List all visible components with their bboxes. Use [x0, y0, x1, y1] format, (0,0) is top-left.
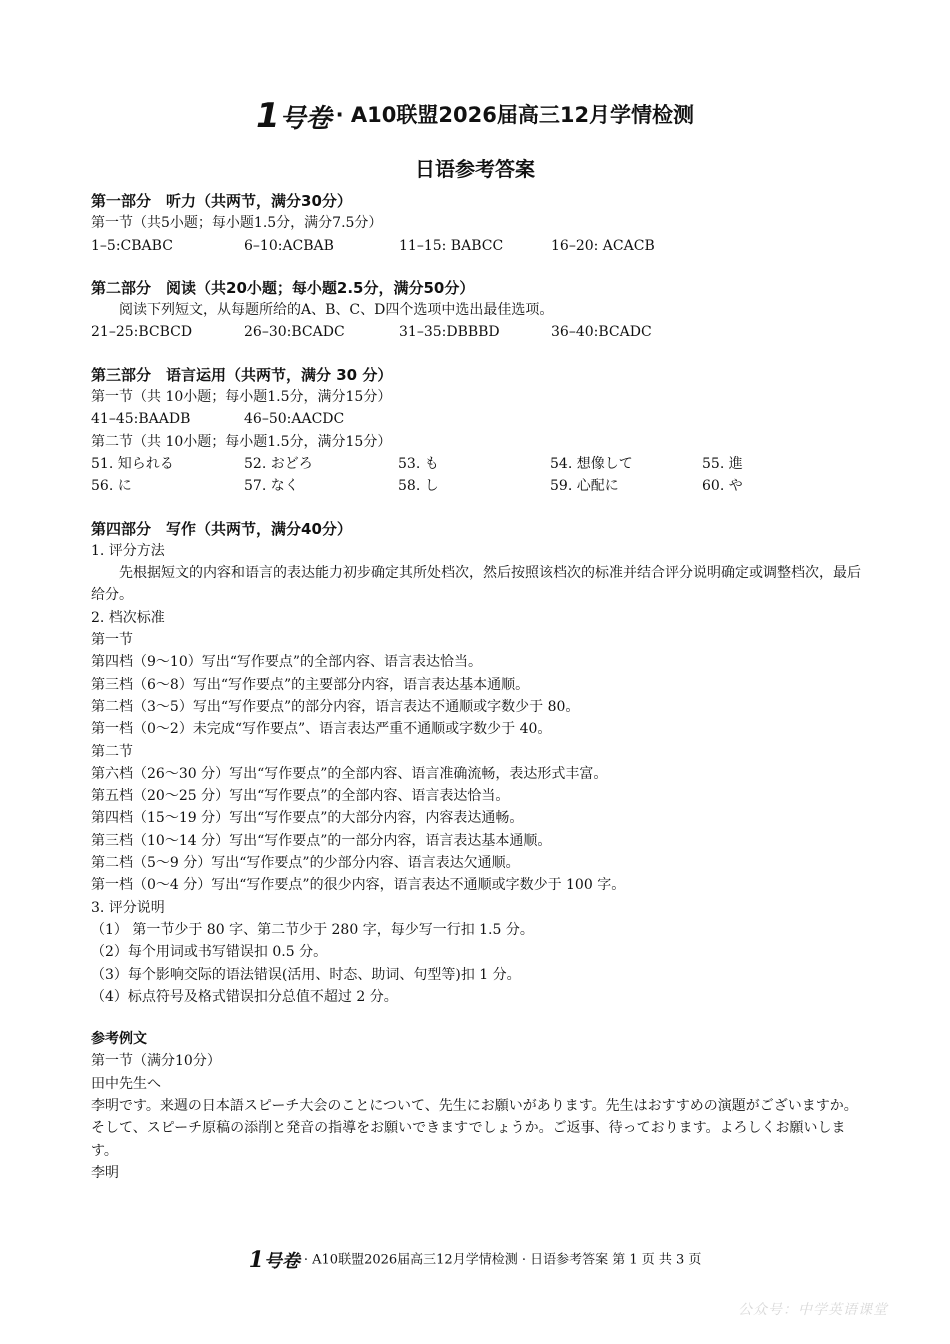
level-item: 第四档（15～19 分）写出“写作要点”的大部分内容，内容表达通畅。	[91, 810, 524, 827]
part3-section1: 第一节（共 10小题；每小题1.5分，满分15分）	[91, 389, 392, 406]
part3-row1	[91, 453, 866, 475]
sample-section: 第一节（满分10分）	[91, 1053, 221, 1070]
answer-content	[91, 190, 866, 1184]
note-item: （3）每个影响交际的语法错误(活用、时态、助词、句型等)扣 1 分。	[91, 966, 521, 983]
brand-logo: 1号卷	[255, 96, 332, 136]
sec2-label: 第二节	[91, 743, 133, 760]
sample-title: 参考例文	[91, 1031, 147, 1048]
part3-row2	[91, 475, 866, 497]
sample-body: 李明です。来週の日本語スピーチ大会のことについて、先生にお願いがあります。先生はおすすめの演題がございますか。そして、スピーチ原稿の添削と発音の指導をお願いできますでしょうか。ご返事、待っております。よろしくお願いします。	[91, 1097, 858, 1159]
page-header	[0, 96, 950, 136]
sample-signature: 李明	[91, 1164, 119, 1181]
note-item: （1） 第一节少于 80 字、第二节少于 280 字，每少写一行扣 1.5 分。	[91, 921, 534, 938]
level-item: 第四档（9～10）写出“写作要点”的全部内容、语言表达恰当。	[91, 654, 483, 671]
answer-group: 11–15: BABCC	[399, 237, 504, 254]
level-item: 第三档（10～14 分）写出“写作要点”的一部分内容，语言表达基本通顺。	[91, 832, 552, 849]
answer-group: 46–50:AACDC	[244, 411, 345, 428]
footer-logo: 1号卷	[248, 1247, 300, 1273]
answer-group: 21–25:BCBCD	[91, 324, 193, 341]
note-item: （4）标点符号及格式错误扣分总值不超过 2 分。	[91, 988, 398, 1005]
part2-heading: 第二部分 阅读（共20小题；每小题2.5分，满分50分）	[91, 278, 475, 297]
level-item: 第二档（5～9 分）写出“写作要点”的少部分内容、语言表达欠通顺。	[91, 855, 520, 872]
fill-answer: 51. 知られる	[91, 455, 174, 472]
part1-answers	[91, 235, 866, 257]
answer-group: 41–45:BAADB	[91, 411, 191, 428]
part3-heading: 第三部分 语言运用（共两节，满分 30 分）	[91, 365, 393, 384]
answer-group: 26–30:BCADC	[244, 324, 345, 341]
part1-heading: 第一部分 听力（共两节，满分30分）	[91, 192, 352, 210]
fill-answer: 52. おどろ	[244, 455, 313, 472]
page-footer	[0, 1247, 950, 1273]
answer-group: 36–40:BCADC	[551, 324, 652, 341]
note-item: （2）每个用词或书写错误扣 0.5 分。	[91, 944, 328, 961]
part3-answers1	[91, 408, 866, 430]
sample-greeting: 田中先生へ	[91, 1075, 161, 1092]
answer-group: 1–5:CBABC	[91, 237, 173, 254]
footer-text: · A10联盟2026届高三12月学情检测 · 日语参考答案 第 1 页 共 3 页	[303, 1252, 702, 1268]
fill-answer: 54. 想像して	[550, 455, 633, 472]
level-item: 第一档（0～4 分）写出“写作要点”的很少内容，语言表达不通顺或字数少于 100 字。	[91, 877, 626, 894]
level-item: 第一档（0～2）未完成“写作要点”、语言表达严重不通顺或字数少于 40。	[91, 721, 552, 738]
part4-heading: 第四部分 写作（共两节，满分40分）	[91, 519, 352, 538]
part2-answers	[91, 321, 866, 343]
fill-answer: 55. 進	[702, 455, 743, 472]
fill-answer: 56. に	[91, 478, 132, 495]
sec1-label: 第一节	[91, 632, 133, 649]
part2-instruction: 阅读下列短文，从每题所给的A、B、C、D四个选项中选出最佳选项。	[119, 302, 554, 319]
part1-section1: 第一节（共5小题；每小题1.5分，满分7.5分）	[91, 215, 383, 232]
level-item: 第三档（6～8）写出“写作要点”的主要部分内容，语言表达基本通顺。	[91, 676, 530, 693]
fill-answer: 53. も	[398, 455, 439, 472]
header-title: · A10联盟2026届高三12月学情检测	[335, 103, 695, 127]
fill-answer: 57. なく	[244, 478, 299, 495]
page-title: 日语参考答案	[415, 157, 535, 181]
fill-answer: 58. し	[398, 478, 439, 495]
level-title: 2. 档次标准	[91, 609, 165, 626]
level-item: 第五档（20～25 分）写出“写作要点”的全部内容、语言表达恰当。	[91, 788, 510, 805]
method-text: 先根据短文的内容和语言的表达能力初步确定其所处档次，然后按照该档次的标准并结合评分说明确定或调整档次，最后给分。	[91, 565, 861, 604]
answer-group: 31–35:DBBBD	[399, 324, 500, 341]
method-title: 1. 评分方法	[91, 542, 165, 559]
notes-title: 3. 评分说明	[91, 899, 165, 916]
level-item: 第二档（3～5）写出“写作要点”的部分内容，语言表达不通顺或字数少于 80。	[91, 698, 580, 715]
level-item: 第六档（26～30 分）写出“写作要点”的全部内容、语言准确流畅，表达形式丰富。	[91, 765, 608, 782]
answer-group: 6–10:ACBAB	[244, 237, 334, 254]
answer-group: 16–20: ACACB	[551, 237, 655, 254]
fill-answer: 60. や	[702, 478, 743, 495]
watermark: 公众号：中学英语课堂	[738, 1302, 888, 1318]
part3-section2: 第二节（共 10小题；每小题1.5分，满分15分）	[91, 433, 392, 450]
fill-answer: 59. 心配に	[550, 478, 619, 495]
